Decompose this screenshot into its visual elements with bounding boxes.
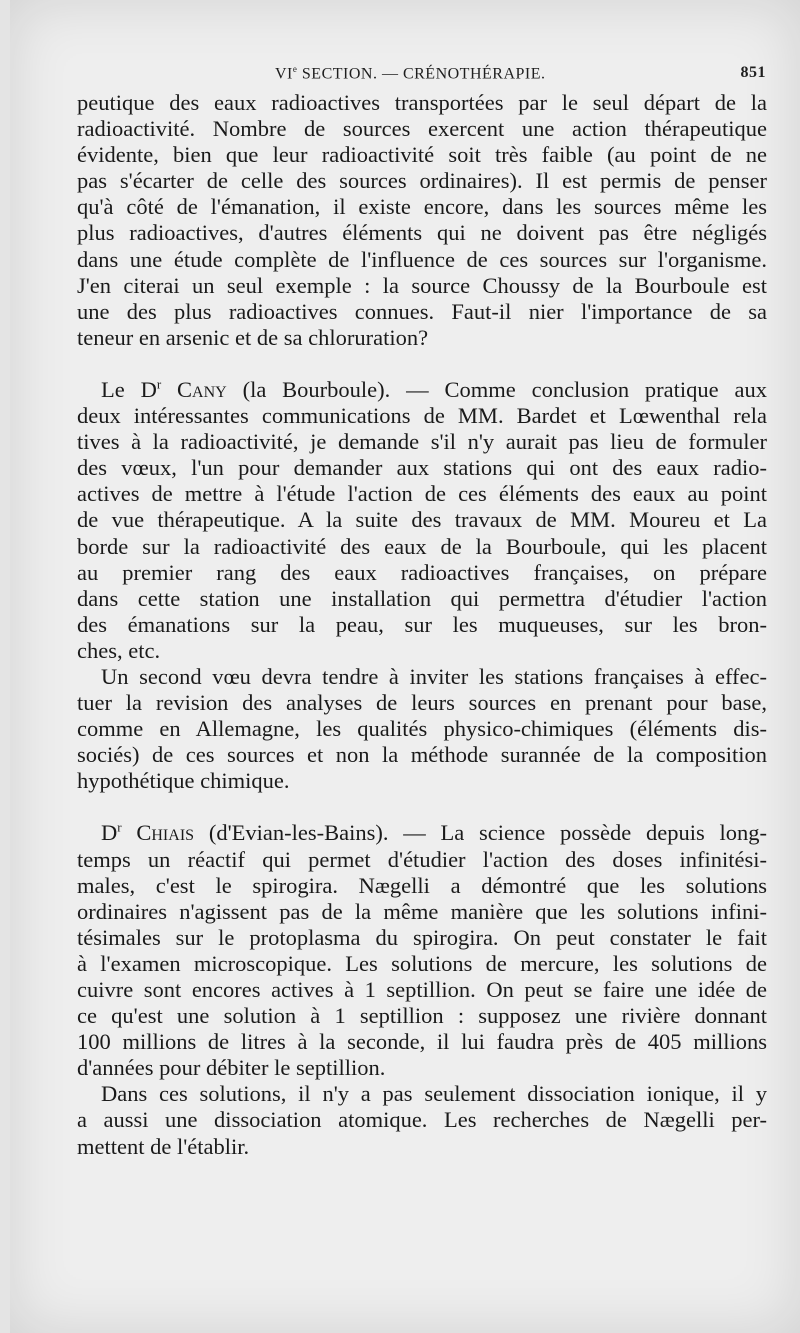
- paragraph-dissociation: [77, 1081, 767, 1159]
- text-line: qu'à côté de l'émanation, il existe encore, dans les sources même les: [77, 194, 767, 220]
- section-title-text: SECTION. — CRÉNOTHÉRAPIE.: [297, 65, 546, 83]
- text-line: ordinaires n'agissent pas de la même manière que les solutions infini-: [77, 898, 767, 924]
- speaker-line-rest: (la Bourboule). — Comme conclusion pratique aux: [226, 376, 767, 402]
- running-header: [0, 60, 800, 86]
- text-line: au premier rang des eaux radioactives françaises, on prépare: [77, 559, 767, 585]
- text-line: à l'examen microscopique. Les solutions de mercure, les solutions de: [77, 950, 767, 976]
- paragraph-chiais: [77, 820, 767, 1081]
- paragraph-gap: [77, 794, 767, 820]
- paragraph-cany: [77, 377, 767, 664]
- paragraph-second-wish: [77, 664, 767, 794]
- text-line: J'en citerai un seul exemple : la source Choussy de la Bourboule est: [77, 272, 767, 298]
- text-line: temps un réactif qui permet d'étudier l'action des doses infinitési-: [77, 846, 767, 872]
- text-line: d'années pour débiter le septillion.: [77, 1055, 386, 1081]
- text-line: deux intéressantes communications de MM. Bardet et Lœwenthal rela: [77, 403, 767, 429]
- speaker-title-sup: r: [117, 819, 122, 835]
- text-line: des vœux, l'un pour demander aux stations qui ont des eaux radio-: [77, 455, 767, 481]
- text-line: ches, etc.: [77, 637, 161, 663]
- text-line: males, c'est le spirogira. Nægelli a démontré que les solutions: [77, 872, 767, 898]
- text-line: tuer la revision des analyses de leurs sources en prenant pour base,: [77, 690, 767, 716]
- text-line: plus radioactives, d'autres éléments qui ne doivent pas être négligés: [77, 220, 767, 246]
- text-line: une des plus radioactives connues. Faut-il nier l'importance de sa: [77, 298, 767, 324]
- text-line: cuivre sont encores actives à 1 septillion. On peut se faire une idée de: [77, 977, 767, 1002]
- text-line: actives de mettre à l'étude l'action de ces éléments des eaux au point: [77, 481, 767, 507]
- text-line: des émanations sur la peau, sur les muqueuses, sur les bron-: [77, 611, 767, 637]
- text-line: dans une étude complète de l'influence de ces sources sur l'organisme.: [77, 246, 767, 272]
- speaker-line-rest: (d'Evian-les-Bains). — La science possède depuis long-: [194, 820, 767, 846]
- text-line: Un second vœu devra tendre à inviter les stations françaises à effec-: [101, 663, 767, 689]
- text-line: tésimales sur le protoplasma du spirogira. On peut constater le fait: [77, 924, 767, 950]
- paragraph-1: [77, 90, 767, 351]
- text-line: mettent de l'établir.: [77, 1133, 250, 1159]
- text-line: borde sur la radioactivité des eaux de la Bourboule, qui les placent: [77, 533, 767, 559]
- section-number: VI: [275, 65, 293, 83]
- text-line: radioactivité. Nombre de sources exercent une action thérapeutique: [77, 116, 767, 142]
- text-line: pas s'écarter de celle des sources ordinaires). Il est permis de penser: [77, 168, 767, 194]
- text-line: sociés) de ces sources et non la méthode surannée de la composition: [77, 742, 767, 768]
- text-line: peutique des eaux radioactives transportées par le seul départ de la: [77, 90, 767, 115]
- text-line: de vue thérapeutique. A la suite des travaux de MM. Moureu et La: [77, 507, 767, 533]
- speaker-line: [77, 377, 767, 403]
- speaker-prefix: Le D: [101, 376, 157, 402]
- text-line: évidente, bien que leur radioactivité soit très faible (au point de ne: [77, 142, 767, 168]
- text-line: comme en Allemagne, les qualités physico-chimiques (éléments dis-: [77, 716, 767, 742]
- section-number-sup: e: [292, 64, 298, 74]
- paragraph-gap: [77, 351, 767, 377]
- speaker-line: [77, 820, 767, 846]
- text-line: hypothétique chimique.: [77, 768, 290, 794]
- speaker-name: Chiais: [136, 820, 195, 846]
- speaker-prefix: D: [101, 820, 118, 846]
- text-line: dans cette station une installation qui permettra d'étudier l'action: [77, 585, 767, 611]
- text-line: a aussi une dissociation atomique. Les recherches de Nægelli per-: [77, 1107, 767, 1133]
- speaker-name: Cany: [177, 376, 227, 402]
- page-body: [77, 90, 767, 1160]
- page-number: 851: [740, 64, 766, 81]
- section-title: [275, 64, 546, 83]
- text-line: 100 millions de litres à la seconde, il lui faudra près de 405 millions: [77, 1029, 767, 1055]
- text-line: teneur en arsenic et de sa chloruration?: [77, 324, 429, 350]
- page-gutter: [0, 0, 10, 1333]
- text-line: tives à la radioactivité, je demande s'il n'y aurait pas lieu de formuler: [77, 429, 767, 455]
- text-line: Dans ces solutions, il n'y a pas seulement dissociation ionique, il y: [101, 1081, 767, 1107]
- speaker-title-sup: r: [156, 376, 162, 392]
- text-line: ce qu'est une solution à 1 septillion : supposez une rivière donnant: [77, 1003, 767, 1029]
